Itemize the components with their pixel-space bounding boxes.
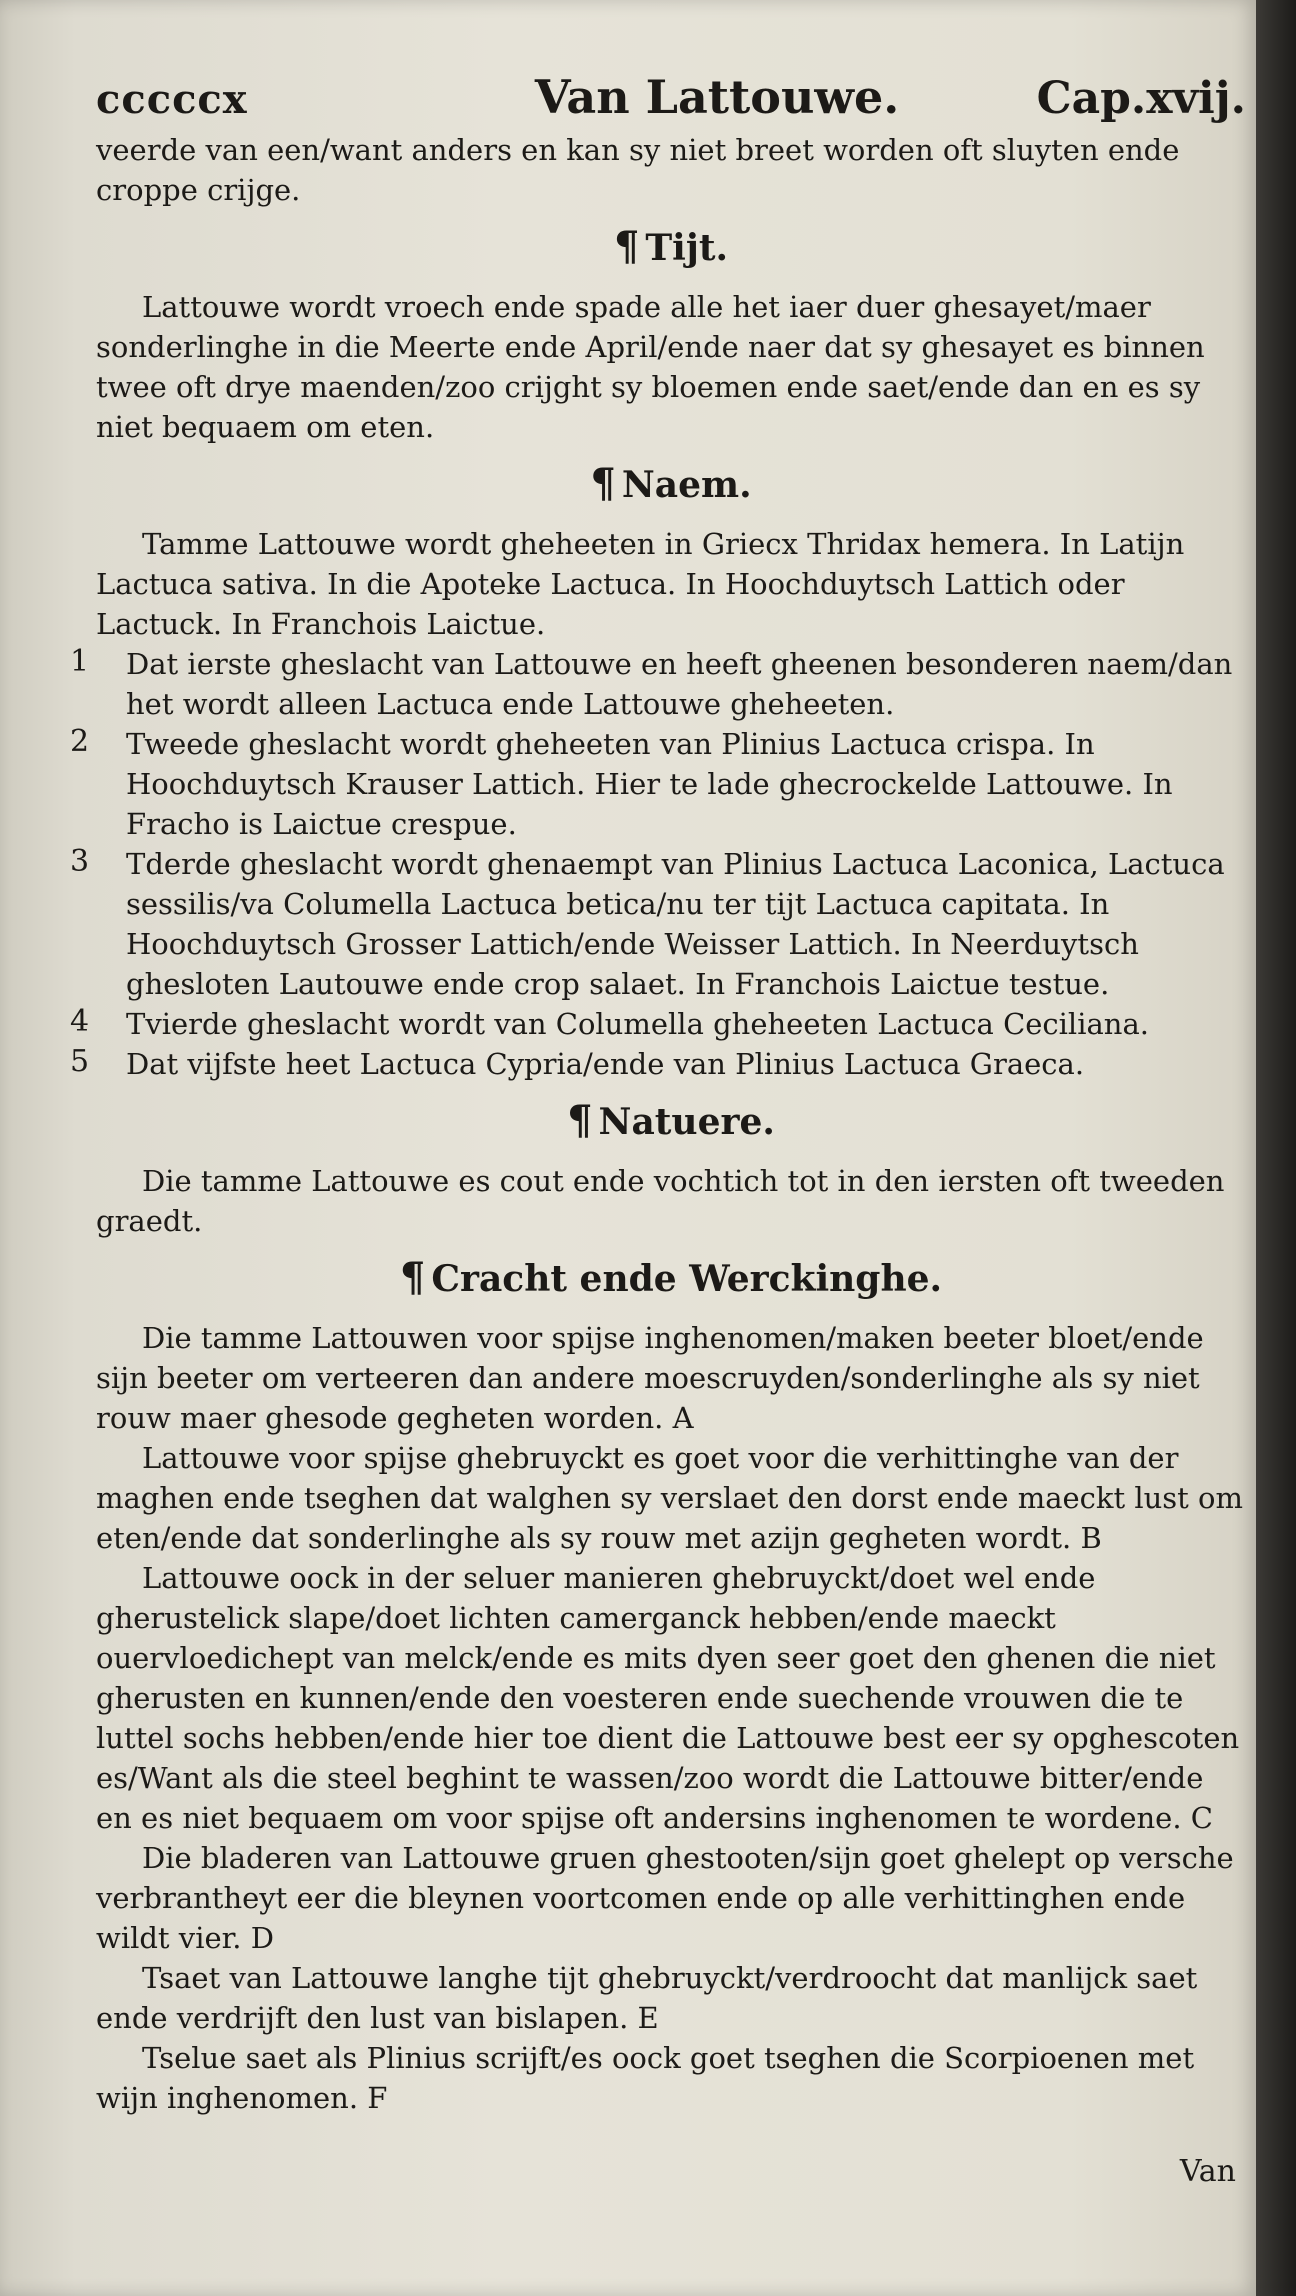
paragraph: Lattouwe oock in der seluer manieren ghebruyckt/doet wel ende gherustelick slape/doet lichten camerganck hebben/ende maeckt ouervloedichept van melck/ende es mits dyen seer goet den ghenen die niet gherusten en kunnen/ende den voesteren ende suechende vrouwen die te luttel sochs hebben/ende hier toe dient die Lattouwe best eer sy opghescoten es/Want als die steel beghint te wassen/zoo wordt die Lattouwe bitter/ende en es niet bequaem om voor spijse oft andersins inghenomen te wordene. C (96, 1561, 1240, 1835)
paragraph: Die tamme Lattouwe es cout ende vochtich tot in den iersten oft tweeden graedt. (96, 1164, 1225, 1238)
paragraph: Die tamme Lattouwen voor spijse inghenomen/maken beeter bloet/ende sijn beeter om verteeren dan andere moescruyden/sonderlinghe als sy niet rouw maer ghesode gegheten worden. A (96, 1321, 1204, 1435)
paragraph: Lattouwe voor spijse ghebruyckt es goet voor die verhittinghe van der maghen ende tseghen dat walghen sy verslaet den dorst ende maeckt lust om eten/ende dat sonderlinghe als sy rouw met azijn gegheten wordt. B (96, 1441, 1244, 1555)
list-item (70, 724, 1246, 844)
pilcrow-icon: ¶ (613, 223, 640, 270)
entry-text: Tvierde gheslacht wordt van Columella gheheeten Lactuca Ceciliana. (126, 1007, 1149, 1041)
section-heading-label: Naem. (621, 464, 752, 506)
pilcrow-icon: ¶ (590, 460, 616, 507)
running-title: Van Lattouwe. (534, 70, 900, 124)
list-item (70, 1044, 1246, 1084)
section-heading-label: Natuere. (598, 1101, 775, 1143)
list-item (70, 844, 1246, 1004)
chapter-number: Cap.xvij. (1036, 73, 1246, 124)
folio-number: cccccx (96, 76, 248, 123)
entry-number: 3 (70, 844, 90, 879)
entry-text: Tderde gheslacht wordt ghenaempt van Plinius Lactuca Laconica, Lactuca sessilis/va Columella Lactuca betica/nu ter tijt Lactuca capitata. In Hoochduytsch Grosser Lattich/ende Weisser Lattich. In Neerduytsch ghesloten Lautouwe ende crop salaet. In Franchois Laictue testue. (126, 847, 1225, 1001)
continuation-line: veerde van een/want anders en kan sy niet breet worden oft sluyten ende croppe crijge. (96, 133, 1180, 207)
paragraph: Die bladeren van Lattouwe gruen ghestooten/sijn goet ghelept op versche verbrantheyt eer die bleynen voortcomen ende op alle verhittinghen ende wildt vier. D (96, 1841, 1234, 1955)
entry-number: 4 (70, 1004, 90, 1039)
section-heading-naem (96, 461, 1246, 508)
entry-number: 2 (70, 724, 90, 759)
paragraph: Tsaet van Lattouwe langhe tijt ghebruyckt/verdroocht dat manlijck saet ende verdrijft den lust van bislapen. E (96, 1961, 1198, 2035)
page-header (96, 70, 1246, 130)
entry-text: Dat vijfste heet Lactuca Cypria/ende van Plinius Lactuca Graeca. (126, 1047, 1085, 1081)
entry-number: 5 (70, 1044, 90, 1079)
book-binding-edge (1256, 0, 1296, 2296)
section-heading-label: Tijt. (645, 227, 729, 269)
list-item (70, 1004, 1246, 1044)
pilcrow-icon: ¶ (399, 1254, 426, 1301)
section-heading-cracht (96, 1255, 1246, 1302)
entry-number: 1 (70, 644, 90, 679)
section-heading-natuere (96, 1098, 1246, 1145)
entry-text: Dat ierste gheslacht van Lattouwe en heeft gheenen besonderen naem/dan het wordt alleen Lactuca ende Lattouwe gheheeten. (126, 647, 1233, 721)
page-text-block (70, 70, 1246, 2189)
section-heading-label: Cracht ende Werckinghe. (431, 1258, 943, 1300)
pilcrow-icon: ¶ (567, 1097, 593, 1144)
paragraph: Lattouwe wordt vroech ende spade alle het iaer duer ghesayet/maer sonderlinghe in die Meerte ende April/ende naer dat sy ghesayet es binnen twee oft drye maenden/zoo crijght sy bloemen ende saet/ende dan en es sy niet bequaem om eten. (96, 290, 1205, 444)
paragraph: Tamme Lattouwe wordt gheheeten in Griecx Thridax hemera. In Latijn Lactuca sativa. In die Apoteke Lactuca. In Hoochduytsch Lattich oder Lactuck. In Franchois Laictue. (96, 527, 1185, 641)
entry-text: Tweede gheslacht wordt gheheeten van Plinius Lactuca crispa. In Hoochduytsch Krauser Lattich. Hier te lade ghecrockelde Lattouwe. In Fracho is Laictue crespue. (126, 727, 1173, 841)
section-heading-tijt (96, 224, 1246, 271)
catchword: Van (1179, 2154, 1236, 2189)
paragraph: Tselue saet als Plinius scrijft/es oock goet tseghen die Scorpioenen met wijn inghenomen. F (96, 2041, 1195, 2115)
list-item (70, 644, 1246, 724)
